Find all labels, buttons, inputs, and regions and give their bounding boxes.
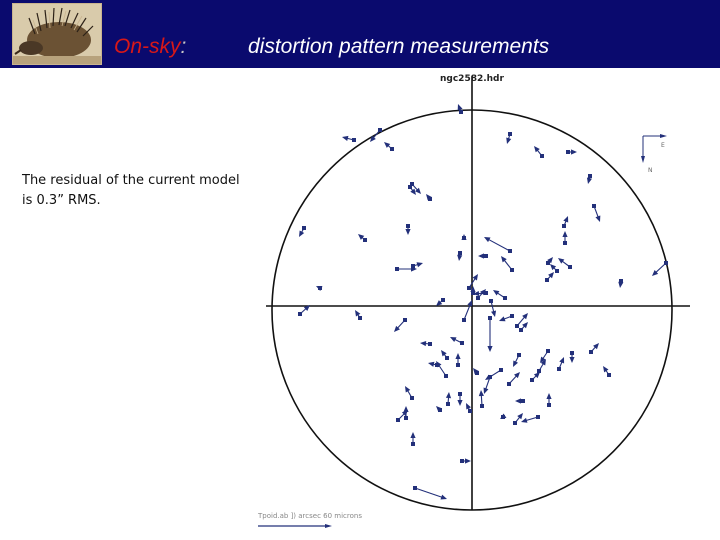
distortion-vector: [466, 403, 472, 413]
residual-line-1: The residual of the current model: [22, 173, 240, 188]
distortion-vector: [370, 128, 382, 142]
distortion-vector: [384, 142, 394, 151]
title-colon: :: [180, 35, 187, 58]
distortion-vector: [436, 298, 445, 306]
distortion-vector: [441, 350, 449, 360]
distortion-vector: [546, 257, 553, 265]
distortion-vector: [506, 132, 512, 144]
residual-line-2: is 0.3” RMS.: [22, 193, 101, 208]
distortion-vector: [478, 253, 488, 258]
distortion-vector: [457, 251, 462, 261]
distortion-vector: [462, 300, 472, 322]
distortion-vector: [405, 386, 414, 400]
distortion-vectors: [298, 104, 668, 500]
distortion-vector: [394, 318, 407, 332]
distortion-vector: [501, 256, 514, 272]
distortion-vector: [446, 392, 451, 406]
distortion-vector: [470, 286, 475, 295]
distortion-vector: [618, 279, 623, 288]
distortion-vector: [410, 432, 415, 446]
header-bar: [0, 0, 720, 68]
distortion-vector: [460, 458, 471, 463]
title-accent: On-sky:: [114, 35, 187, 58]
distortion-vector: [316, 286, 323, 291]
compass-e-label: E: [661, 142, 665, 149]
distortion-vector: [458, 104, 463, 114]
distortion-vector: [566, 149, 577, 154]
distortion-vector: [557, 357, 564, 371]
distortion-vector: [479, 390, 484, 408]
distortion-vector: [405, 224, 410, 235]
distortion-vector: [355, 310, 362, 320]
plot-label: ngc2582.hdr: [440, 74, 504, 84]
distortion-vector: [587, 174, 592, 184]
slide-title: distortion pattern measurements: [248, 35, 550, 58]
distortion-vector: [358, 234, 367, 242]
distortion-vector: [487, 316, 492, 352]
distortion-vector: [455, 353, 460, 367]
distortion-vector: [519, 322, 528, 332]
scale-bar: [257, 512, 362, 528]
distortion-vector: [420, 341, 432, 346]
distortion-vector: [457, 392, 462, 406]
distortion-vector: [558, 258, 572, 269]
distortion-vector: [546, 393, 551, 407]
distortion-vector: [473, 368, 479, 375]
distortion-vector: [426, 194, 432, 201]
compass-icon: [641, 134, 667, 174]
distortion-vector: [493, 290, 507, 300]
distortion-vector-plot: [0, 68, 720, 540]
distortion-vector: [450, 337, 464, 345]
compass-n-label: N: [648, 167, 653, 174]
distortion-vector: [603, 366, 611, 377]
distortion-vector: [513, 413, 523, 425]
distortion-vector: [299, 226, 306, 237]
distortion-vector: [550, 264, 559, 273]
distortion-vector: [436, 361, 448, 378]
distortion-vector: [413, 486, 447, 500]
scale-label: Tpoid.ab ]) arcsec 60 microns: [258, 512, 362, 520]
distortion-vector: [562, 216, 568, 228]
distortion-vector: [513, 353, 521, 367]
distortion-vector: [545, 272, 554, 282]
distortion-vector: [521, 415, 540, 423]
distortion-vector: [500, 414, 506, 419]
distortion-vector: [411, 262, 423, 268]
distortion-vector: [484, 237, 512, 253]
distortion-vector: [342, 136, 356, 142]
distortion-vector: [515, 398, 525, 403]
distortion-vector: [499, 314, 514, 321]
distortion-vector: [534, 146, 544, 158]
distortion-vector: [592, 204, 600, 222]
distortion-vector: [461, 234, 466, 240]
distortion-vector: [436, 406, 442, 412]
distortion-vector: [652, 261, 668, 276]
distortion-vector: [589, 343, 599, 354]
distortion-vector: [530, 372, 540, 382]
distortion-vector: [485, 368, 503, 380]
distortion-vector: [489, 299, 496, 317]
distortion-vector: [562, 231, 567, 245]
distortion-vector: [569, 351, 574, 363]
distortion-vector: [507, 372, 520, 386]
echidna-logo-icon: [12, 3, 102, 65]
